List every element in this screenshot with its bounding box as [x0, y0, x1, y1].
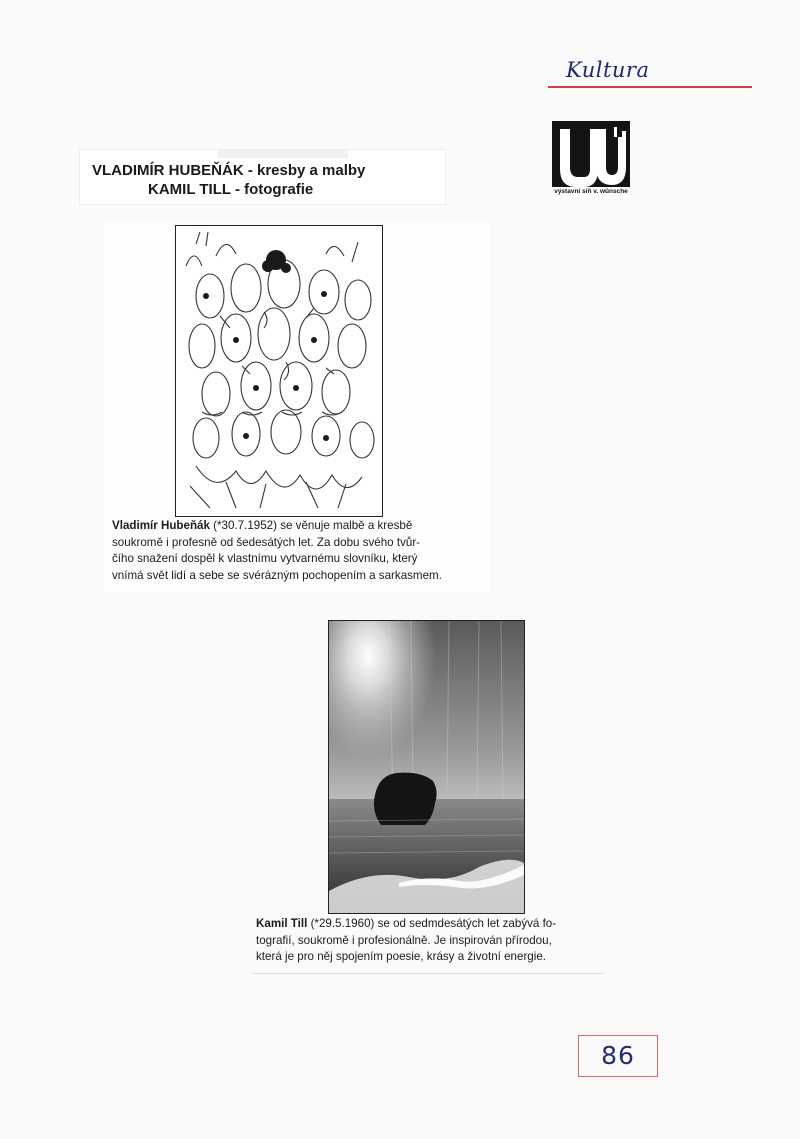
drawing-artwork [175, 225, 383, 517]
bio-line-text: (*29.5.1960) se od sedmdesátých let zabývá fo- [307, 917, 557, 930]
bio-line: tografií, soukromě i profesionálně. Je inspirován přírodou, [256, 933, 552, 947]
title-line-artist-1: VLADIMÍR HUBEŇÁK - kresby a malby [92, 162, 366, 179]
bio-line: která je pro něj spojením poesie, krásy a životní energie. [256, 950, 546, 963]
caption-divider [252, 973, 604, 974]
bio-line [112, 518, 464, 535]
artist-1-name: Vladimír Hubeňák [112, 519, 210, 532]
bio-line: vnímá svět lidí a sebe se svérázným pochopením a sarkasmem. [112, 568, 442, 582]
category-underline [548, 86, 752, 88]
category-handwriting: Kultura [566, 58, 650, 82]
bio-line: čího snažení dospěl k vlastnímu vytvarnému slovníku, který [112, 552, 418, 565]
page-number-box [578, 1035, 658, 1077]
bio-line: soukromě i profesně od šedesátých let. Za dobu svého tvůr- [112, 535, 421, 549]
exhibition-title-box [80, 150, 445, 204]
seascape-photograph [328, 620, 525, 914]
bio-line [256, 916, 602, 933]
bio-line-text: (*30.7.1952) se věnuje malbě a kresbě [209, 519, 413, 532]
bleed-through-text [218, 150, 348, 158]
gallery-logo-caption: výstavní síň v. wünsche [554, 188, 628, 195]
artist-1-panel [104, 222, 490, 592]
page-number: 86 [601, 1041, 635, 1070]
artist-2-name: Kamil Till [256, 917, 308, 930]
gallery-logo [552, 121, 630, 199]
artist-2-bio [256, 916, 602, 966]
artist-1-bio [112, 518, 464, 584]
gallery-logo-mark [552, 121, 630, 187]
title-line-artist-2: KAMIL TILL - fotografie [148, 181, 314, 198]
